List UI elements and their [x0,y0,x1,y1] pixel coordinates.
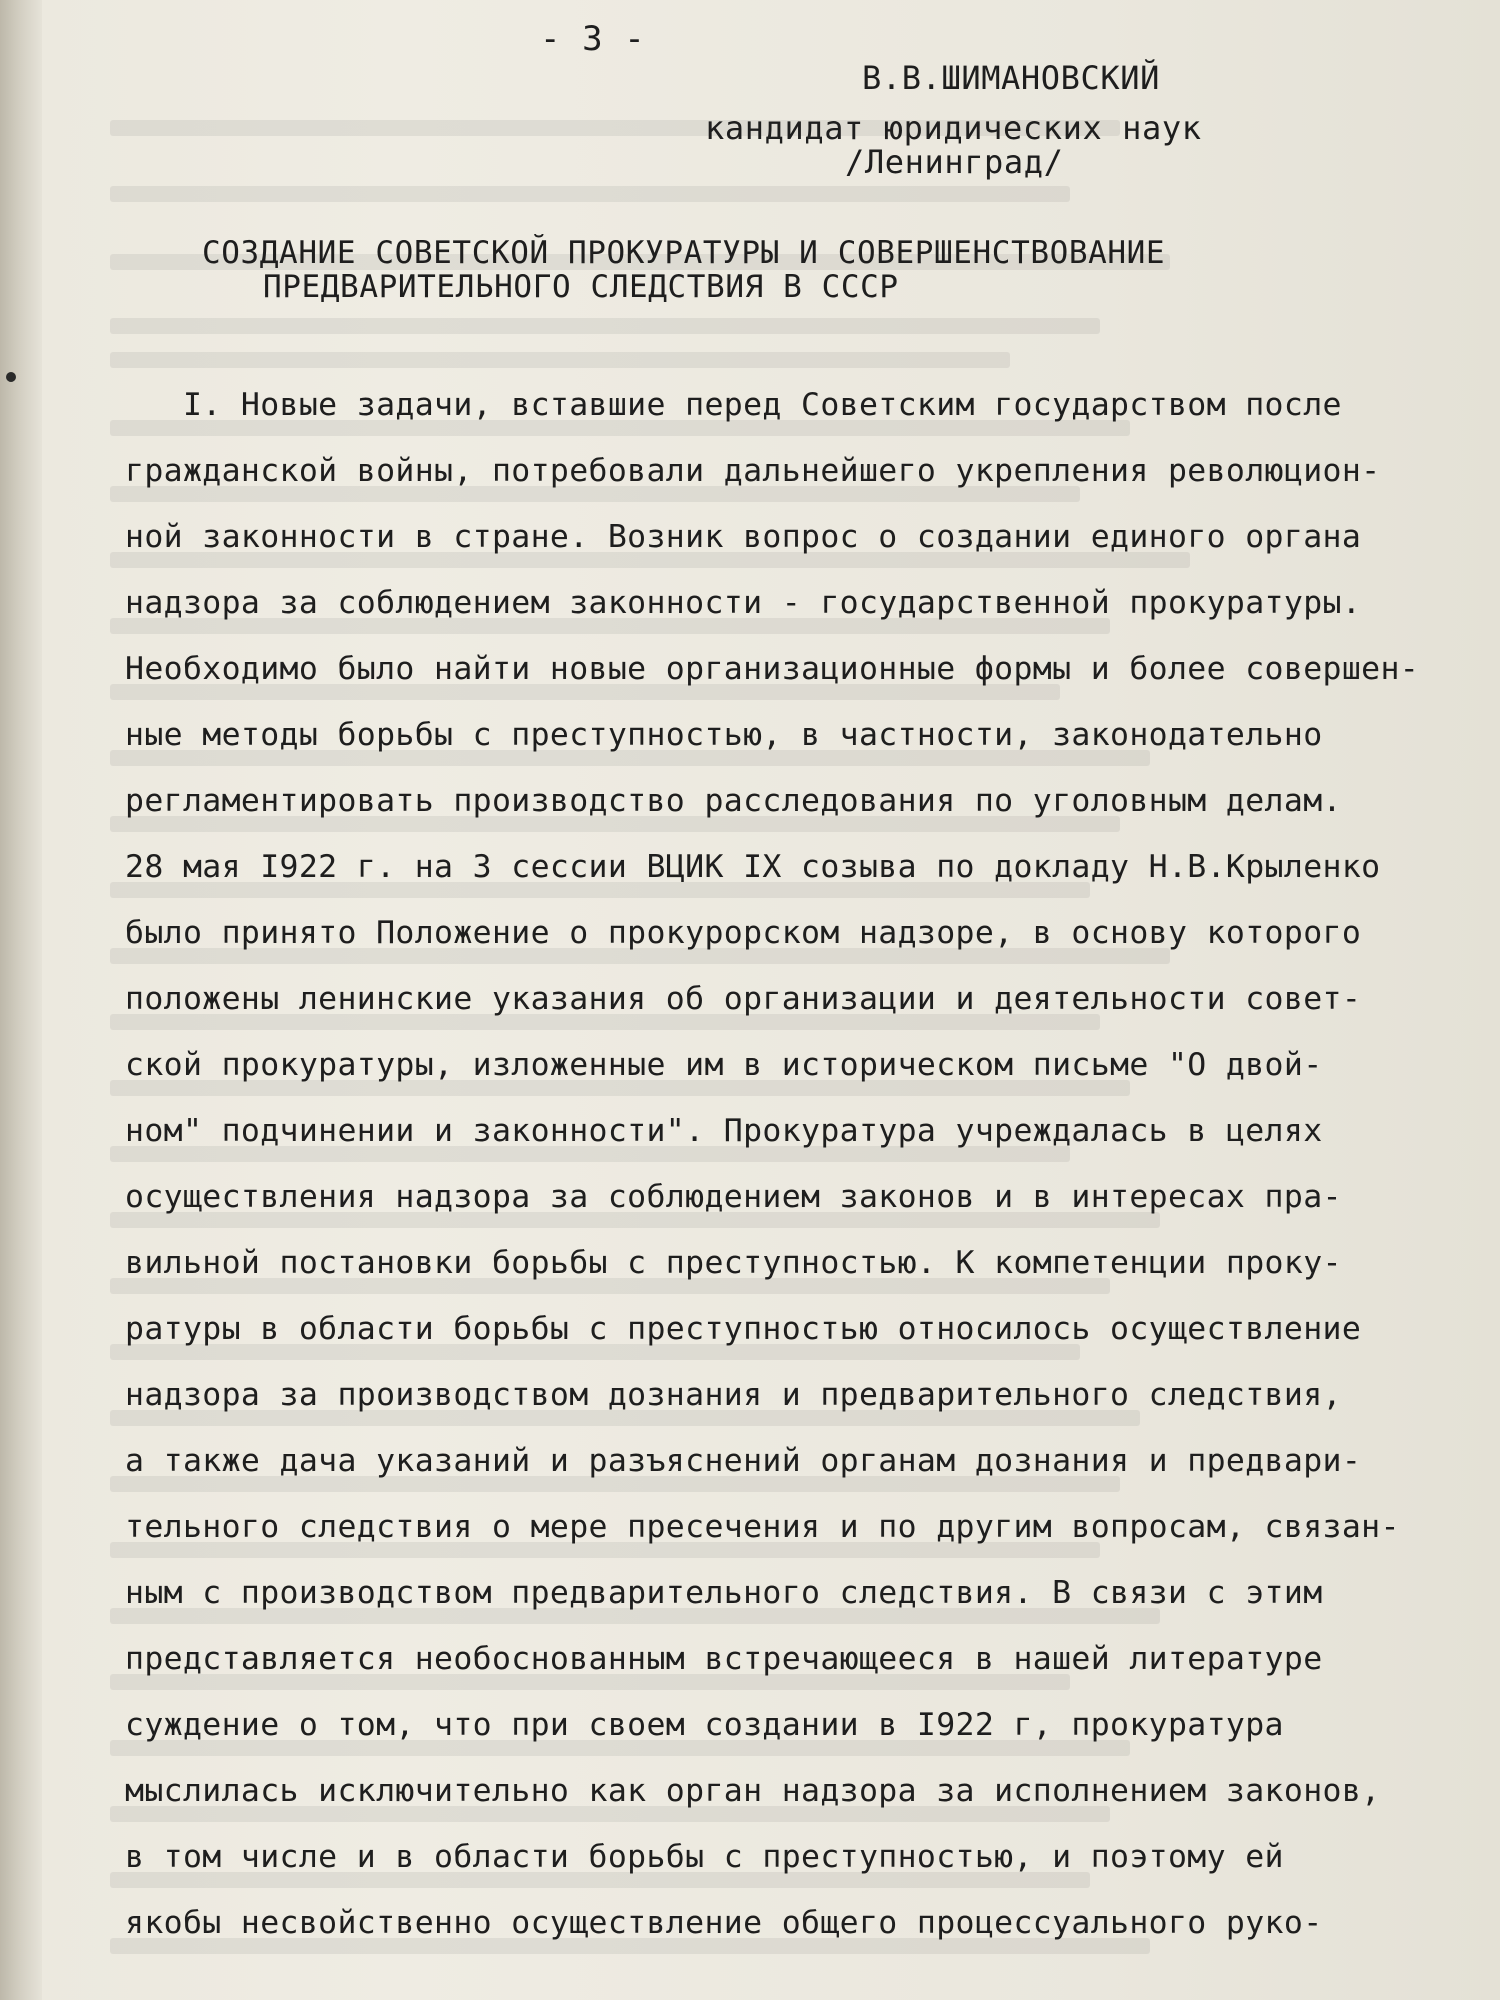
body-line: гражданской войны, потребовали дальнейшего укрепления революцион- [125,453,1381,489]
body-line: ной законности в стране. Возник вопрос о создании единого органа [125,519,1362,555]
body-line: вильной постановки борьбы с преступностью. К компетенции проку- [125,1245,1342,1281]
body-line: тельного следствия о мере пресечения и по другим вопросам, связан- [125,1509,1400,1545]
binding-gutter [0,0,42,2000]
body-line: было принято Положение о прокурорском надзоре, в основу которого [125,915,1362,951]
body-line: суждение о том, что при своем создании в I922 г, прокуратура [125,1707,1284,1743]
gutter-ink-mark [6,372,16,382]
body-line: а также дача указаний и разъяснений органам дознания и предвари- [125,1443,1362,1479]
body-line: мыслилась исключительно как орган надзора за исполнением законов, [125,1773,1381,1809]
body-line: надзора за соблюдением законности - государственной прокуратуры. [125,585,1362,621]
body-line: ном" подчинении и законности". Прокуратура учреждалась в целях [125,1113,1323,1149]
author-degree: кандидат юридических наук [705,109,1202,147]
body-line: ратуры в области борьбы с преступностью относилось осуществление [125,1311,1362,1347]
bleed-through-line [110,186,1070,202]
body-line: представляется необоснованным встречающееся в нашей литературе [125,1641,1323,1677]
bleed-through-line [110,352,1010,368]
body-line: I. Новые задачи, вставшие перед Советским государством после [125,387,1342,423]
bleed-through-line [110,318,1100,334]
body-line: Необходимо было найти новые организационные формы и более совершен- [125,651,1420,687]
body-line: ным с производством предварительного следствия. В связи с этим [125,1575,1323,1611]
author-name: В.В.ШИМАНОВСКИЙ [862,59,1160,97]
body-line: осуществления надзора за соблюдением законов и в интересах пра- [125,1179,1342,1215]
page-number: - 3 - [540,19,646,59]
body-line: в том числе и в области борьбы с преступностью, и поэтому ей [125,1839,1284,1875]
body-line: якобы несвойственно осуществление общего процессуального руко- [125,1905,1323,1941]
body-line: положены ленинские указания об организации и деятельности совет- [125,981,1362,1017]
body-line: надзора за производством дознания и предварительного следствия, [125,1377,1342,1413]
document-title-line-1: СОЗДАНИЕ СОВЕТСКОЙ ПРОКУРАТУРЫ И СОВЕРШЕНСТВОВАНИЕ [202,235,1166,271]
author-city: /Ленинград/ [845,143,1064,181]
body-line: ные методы борьбы с преступностью, в частности, законодательно [125,717,1323,753]
body-line: 28 мая I922 г. на 3 сессии ВЦИК IX созыва по докладу Н.В.Крыленко [125,849,1381,885]
body-line: регламентировать производство расследования по уголовным делам. [125,783,1342,819]
document-title-line-2: ПРЕДВАРИТЕЛЬНОГО СЛЕДСТВИЯ В СССР [263,269,899,305]
body-line: ской прокуратуры, изложенные им в историческом письме "О двой- [125,1047,1323,1083]
